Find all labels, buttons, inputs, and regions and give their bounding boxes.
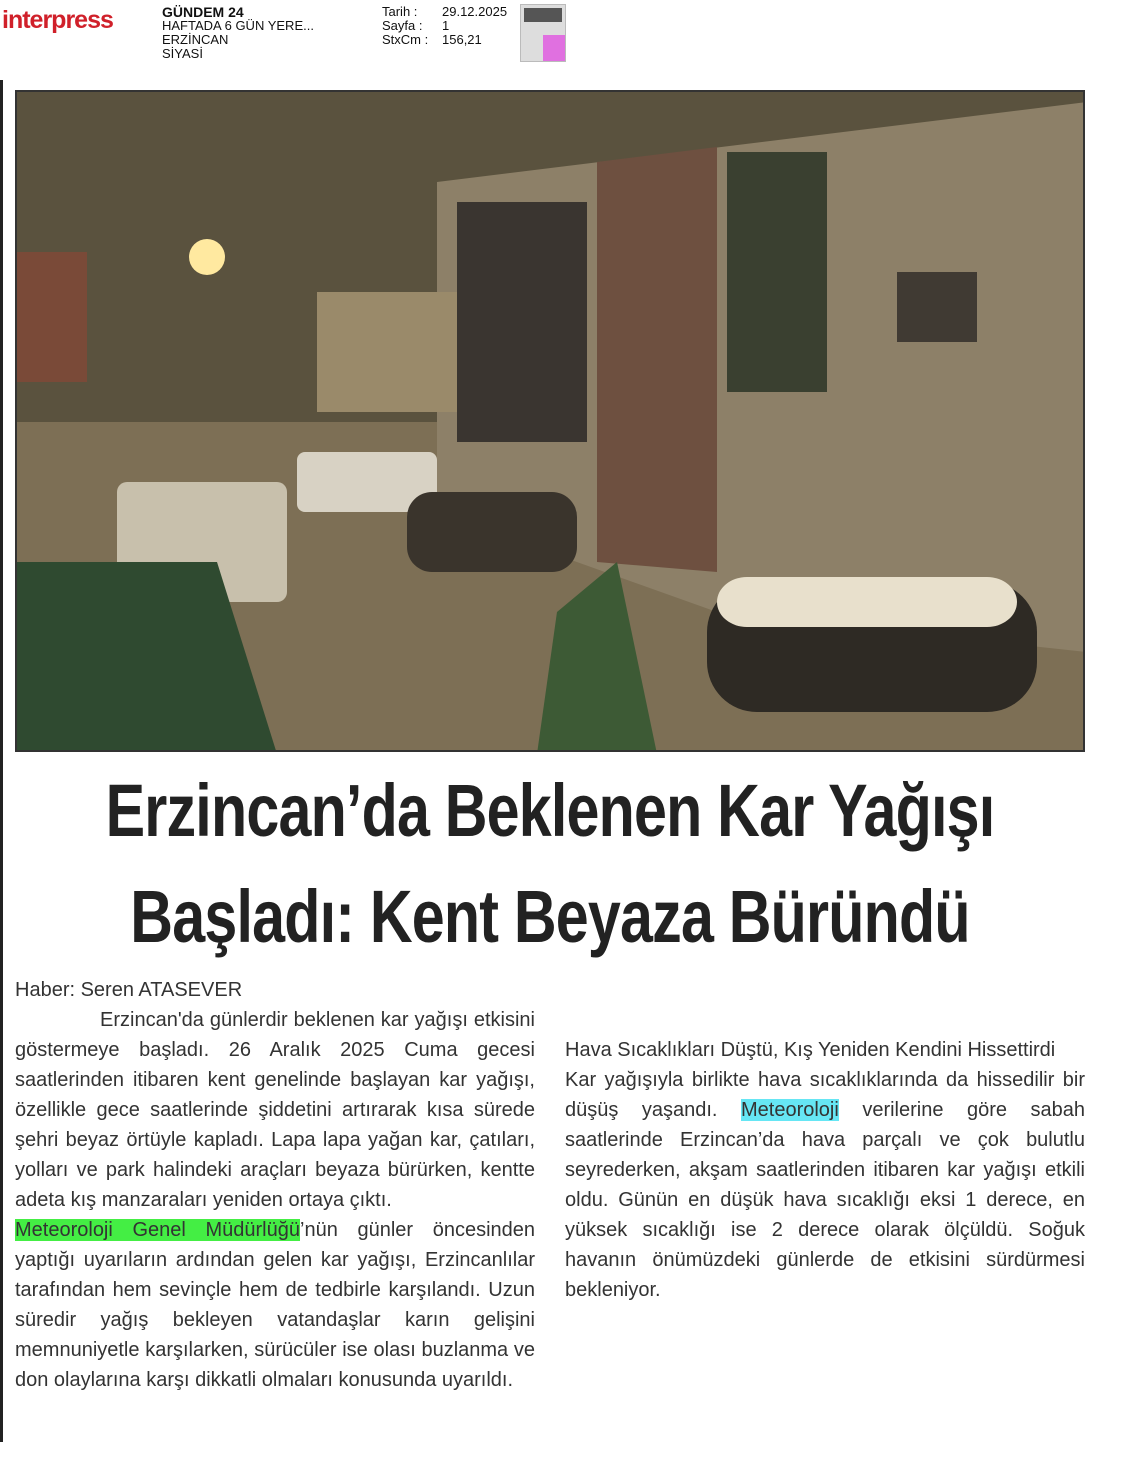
page-thumbnail[interactable] bbox=[520, 4, 566, 62]
page-label: Sayfa : bbox=[382, 18, 423, 33]
article-column-2 bbox=[565, 975, 1085, 1305]
publication-name: GÜNDEM 24 bbox=[162, 4, 244, 20]
paragraph-3 bbox=[565, 1065, 1085, 1305]
paragraph-2 bbox=[15, 1215, 535, 1395]
interpress-logo: interpress bbox=[2, 6, 113, 34]
publication-frequency: HAFTADA 6 GÜN YERE... bbox=[162, 18, 314, 33]
highlight-meteoroloji-genel-mudurlugu: Meteoroloji Genel Müdürlüğü bbox=[15, 1219, 300, 1241]
highlight-meteoroloji: Meteoroloji bbox=[740, 1099, 839, 1121]
left-rule bbox=[0, 80, 3, 1442]
publication-city: ERZİNCAN bbox=[162, 32, 229, 47]
subheading: Hava Sıcaklıkları Düştü, Kış Yeniden Kendini Hissettirdi bbox=[565, 1039, 1056, 1061]
paragraph-3-text-a: Kar yağışıyla birlikte hava sıcaklıklarında da hissedilir bir düşüş yaşandı. bbox=[565, 1069, 1085, 1121]
paragraph-1: Erzincan'da günlerdir beklenen kar yağışı etkisini göstermeye başladı. 26 Aralık 2025 Cuma gecesi saatlerinden itibaren kent genelinde başlayan kar yağışı, özellikle gece saatlerinde şiddetini artırarak kısa sürede şehri beyaz örtüyle kapladı. Lapa lapa yağan kar, çatıları, yolları ve park halindeki araçları beyaza bürürken, kentte adeta kış manzaraları yeniden ortaya çıktı. bbox=[15, 1009, 535, 1211]
clipping-info bbox=[382, 5, 507, 47]
stxcm-label: StxCm : bbox=[382, 32, 429, 47]
article-headline bbox=[30, 758, 1070, 970]
headline-line-1: Erzincan’da Beklenen Kar Yağışı bbox=[105, 769, 995, 852]
stxcm-value: 156,21 bbox=[442, 32, 482, 47]
headline-line-2: Başladı: Kent Beyaza Büründü bbox=[130, 875, 970, 958]
article-column-1 bbox=[15, 975, 535, 1395]
article-photo-snowy-street bbox=[15, 90, 1085, 752]
date-value: 29.12.2025 bbox=[442, 4, 508, 19]
paragraph-2-text: ’nün günler öncesinden yaptığı uyarıların ardından gelen kar yağışı, Erzincanlılar tarafından hem sevinçle hem de tedbirle karşılandı. Uzun süredir yağış bekleyen vatandaşlar karın gelişini memnuniyetle karşılarken, sürücüler ise olası buzlanma ve don olaylarına karşı dikkatli olmaları konusunda uyarıldı. bbox=[15, 1219, 536, 1391]
page-value: 1 bbox=[442, 18, 450, 33]
publication-info bbox=[162, 5, 314, 61]
publication-category: SİYASİ bbox=[162, 46, 203, 61]
date-label: Tarih : bbox=[382, 4, 418, 19]
byline: Haber: Seren ATASEVER bbox=[15, 979, 243, 1001]
paragraph-3-text-b: verilerine göre sabah saatlerinde Erzincan’da hava parçalı ve çok bulutlu seyrederken, akşam saatlerinden itibaren kar yağışı etkili oldu. Günün en düşük hava sıcaklığı eksi 1 derece, en yüksek sıcaklığı ise 2 derece olarak ölçüldü. Soğuk havanın önümüzdeki günlerde de etkisini sürdürmesi bekleniyor. bbox=[565, 1099, 1085, 1301]
